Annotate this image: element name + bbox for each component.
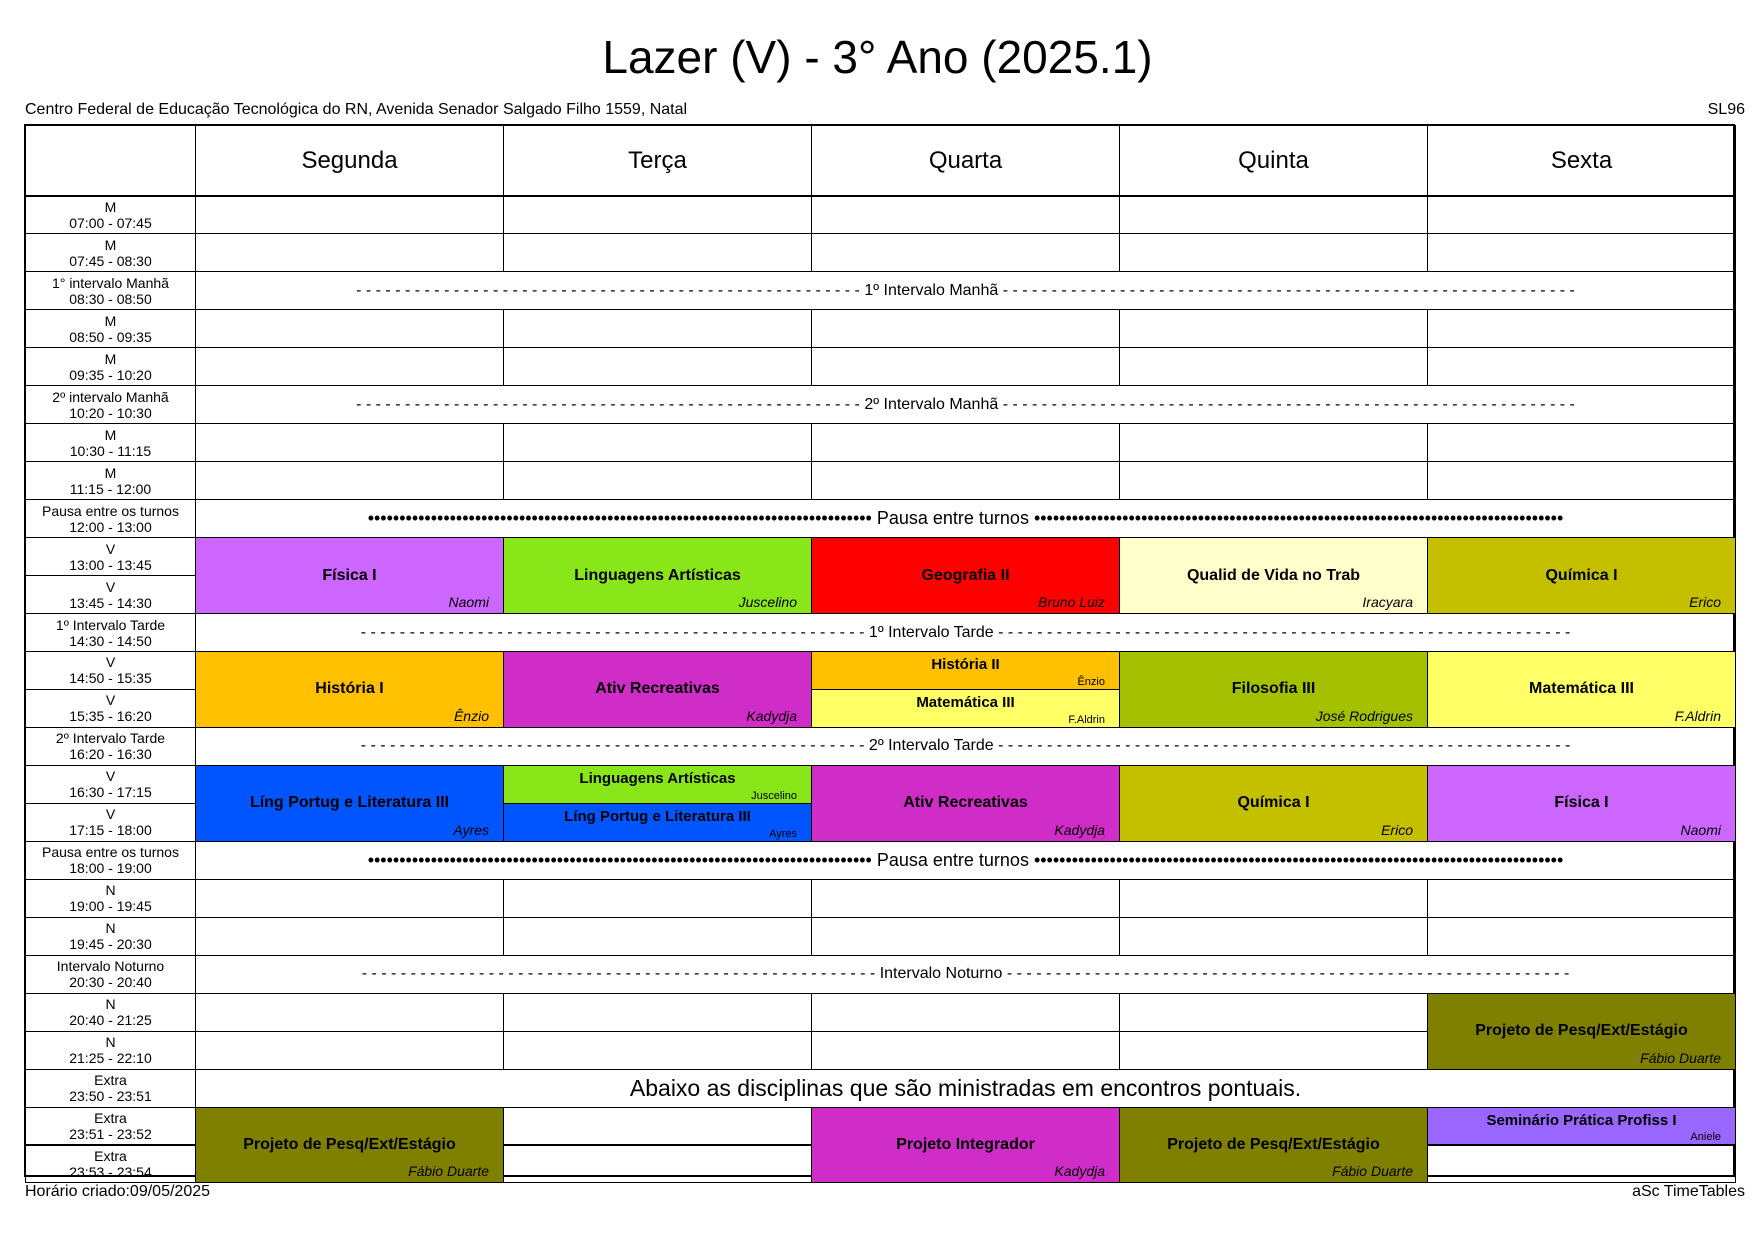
lesson-teacher: Ênzio bbox=[453, 707, 489, 724]
empty-slot bbox=[811, 1031, 1120, 1070]
empty-slot bbox=[1119, 879, 1428, 918]
corner-cell bbox=[25, 125, 196, 196]
empty-slot bbox=[195, 309, 504, 348]
empty-slot bbox=[503, 233, 812, 272]
lesson-card[interactable] bbox=[1427, 1107, 1736, 1146]
lesson-subject: Química I bbox=[1237, 794, 1310, 812]
lesson-card[interactable] bbox=[1427, 651, 1736, 728]
empty-slot bbox=[1427, 309, 1736, 348]
lesson-subject: Filosofia III bbox=[1231, 680, 1316, 698]
period-time: 10:20 - 10:30 bbox=[69, 404, 152, 421]
lesson-card[interactable] bbox=[1427, 993, 1736, 1070]
lesson-teacher: F.Aldrin bbox=[1674, 707, 1721, 724]
day-header-0: Segunda bbox=[195, 125, 504, 196]
break-band: - - - - - - - - - - - - - - - - - - - - - - - - - - - - - - - - - - - - - - - - - - - - - - - - - - - - - Intervalo Noturno - - - - - - - - - - - - - - - - - - - - - - - - - - - - - - - - - - - - - - - - - - - - - - - - - - - - - - - - - - bbox=[195, 955, 1736, 994]
period-time: 18:00 - 19:00 bbox=[69, 860, 152, 877]
period-label: Pausa entre os turnos bbox=[42, 502, 179, 519]
period-label: Pausa entre os turnos bbox=[42, 844, 179, 861]
period-time: 12:00 - 13:00 bbox=[69, 518, 152, 535]
empty-slot bbox=[1119, 1031, 1428, 1070]
lesson-subject: Líng Portug e Literatura III bbox=[564, 807, 751, 825]
empty-slot bbox=[195, 1031, 504, 1070]
period-time: 14:50 - 15:35 bbox=[69, 670, 152, 687]
lesson-subject: Seminário Prática Profiss I bbox=[1486, 1111, 1677, 1129]
lesson-teacher: Ayres bbox=[453, 821, 489, 838]
period-row-22 bbox=[25, 1031, 196, 1070]
lesson-card[interactable] bbox=[1119, 765, 1428, 842]
lesson-card[interactable] bbox=[1119, 537, 1428, 614]
lesson-subject: Ativ Recreativas bbox=[595, 680, 720, 698]
day-header-3: Quinta bbox=[1119, 125, 1428, 196]
period-row-15 bbox=[25, 765, 196, 804]
empty-slot bbox=[811, 993, 1120, 1032]
empty-slot bbox=[195, 347, 504, 386]
period-time: 07:45 - 08:30 bbox=[69, 252, 152, 269]
period-row-19 bbox=[25, 917, 196, 956]
period-time: 21:25 - 22:10 bbox=[69, 1050, 152, 1067]
period-label: M bbox=[104, 312, 117, 329]
period-row-4 bbox=[25, 347, 196, 386]
lesson-subject: História II bbox=[931, 656, 1000, 674]
empty-slot bbox=[1427, 461, 1736, 500]
day-header-4: Sexta bbox=[1427, 125, 1736, 196]
period-label: V bbox=[105, 578, 116, 595]
period-row-18 bbox=[25, 879, 196, 918]
empty-slot bbox=[811, 879, 1120, 918]
period-label: N bbox=[105, 996, 116, 1013]
empty-slot bbox=[811, 423, 1120, 462]
break-band: - - - - - - - - - - - - - - - - - - - - - - - - - - - - - - - - - - - - - - - - - - - - - - - - - - - - 2º Intervalo Manhã - - - - - - - - - - - - - - - - - - - - - - - - - - - - - - - - - - - - - - - - - - - - - - - - - - - - - - - - - - - bbox=[195, 385, 1736, 424]
lesson-teacher: Juscelino bbox=[751, 789, 797, 802]
break-band: - - - - - - - - - - - - - - - - - - - - - - - - - - - - - - - - - - - - - - - - - - - - - - - - - - - - 1º Intervalo Manhã - - - - - - - - - - - - - - - - - - - - - - - - - - - - - - - - - - - - - - - - - - - - - - - - - - - - - - - - - - - bbox=[195, 271, 1736, 310]
period-label: V bbox=[105, 692, 116, 709]
empty-slot bbox=[1119, 461, 1428, 500]
empty-slot bbox=[195, 993, 504, 1032]
period-time: 17:15 - 18:00 bbox=[69, 822, 152, 839]
period-label: V bbox=[105, 806, 116, 823]
period-row-0 bbox=[25, 196, 196, 235]
period-row-24 bbox=[25, 1107, 196, 1146]
lesson-subject: Física I bbox=[1554, 794, 1609, 812]
lesson-card[interactable] bbox=[1427, 765, 1736, 842]
lesson-subject: História I bbox=[315, 680, 384, 698]
period-time: 07:00 - 07:45 bbox=[69, 214, 152, 231]
break-band: •••••••••••••••••••••••••••••••••••••••••••••••••••••••••••••••••••••••••••••••• Pausa entre turnos •••••••••••••••••••••••••••••••••••••••••••••••••••••••••••••••••••••••••••••••••••• bbox=[195, 841, 1736, 880]
period-row-2 bbox=[25, 271, 196, 310]
timetable-grid bbox=[24, 124, 1735, 1180]
period-label: 2º intervalo Manhã bbox=[52, 388, 169, 405]
period-row-25 bbox=[25, 1145, 196, 1184]
period-label: M bbox=[104, 464, 117, 481]
lesson-subject: Projeto de Pesq/Ext/Estágio bbox=[1475, 1022, 1688, 1040]
empty-slot bbox=[811, 461, 1120, 500]
lesson-subject: Qualid de Vida no Trab bbox=[1186, 566, 1361, 584]
period-row-9 bbox=[25, 537, 196, 576]
period-label: 2º Intervalo Tarde bbox=[55, 730, 166, 747]
lesson-teacher: Bruno Luiz bbox=[1038, 594, 1105, 611]
empty-slot bbox=[1119, 993, 1428, 1032]
empty-slot bbox=[1119, 233, 1428, 272]
empty-slot bbox=[195, 461, 504, 500]
period-time: 11:15 - 12:00 bbox=[69, 480, 152, 497]
lesson-subject: Projeto de Pesq/Ext/Estágio bbox=[1167, 1135, 1380, 1153]
pontual-note: Abaixo as disciplinas que são ministradas em encontros pontuais. bbox=[195, 1069, 1736, 1108]
empty-slot bbox=[195, 233, 504, 272]
empty-slot bbox=[503, 461, 812, 500]
period-row-13 bbox=[25, 689, 196, 728]
lesson-card[interactable] bbox=[1119, 1107, 1428, 1184]
period-time: 19:45 - 20:30 bbox=[69, 936, 152, 953]
break-band: - - - - - - - - - - - - - - - - - - - - - - - - - - - - - - - - - - - - - - - - - - - - - - - - - - - - 2º Intervalo Tarde - - - - - - - - - - - - - - - - - - - - - - - - - - - - - - - - - - - - - - - - - - - - - - - - - - - - - - - - - - - bbox=[195, 727, 1736, 766]
lesson-card[interactable] bbox=[811, 1107, 1120, 1184]
lesson-teacher: Iracyara bbox=[1362, 594, 1413, 611]
period-row-17 bbox=[25, 841, 196, 880]
lesson-teacher: Ênzio bbox=[1077, 675, 1105, 688]
lesson-subject: Química I bbox=[1545, 566, 1618, 584]
lesson-subject: Projeto de Pesq/Ext/Estágio bbox=[243, 1135, 456, 1153]
lesson-card[interactable] bbox=[503, 651, 812, 728]
empty-slot bbox=[1427, 917, 1736, 956]
period-time: 08:30 - 08:50 bbox=[69, 290, 152, 307]
lesson-teacher: Kadydja bbox=[746, 707, 797, 724]
lesson-teacher: Naomi bbox=[448, 594, 489, 611]
empty-slot bbox=[1427, 879, 1736, 918]
period-row-20 bbox=[25, 955, 196, 994]
empty-slot bbox=[811, 917, 1120, 956]
empty-slot bbox=[811, 233, 1120, 272]
lesson-card[interactable] bbox=[1119, 651, 1428, 728]
room-code: SL96 bbox=[1707, 101, 1745, 118]
lesson-teacher: Erico bbox=[1381, 821, 1413, 838]
period-label: M bbox=[104, 198, 117, 215]
lesson-teacher: Kadydja bbox=[1054, 821, 1105, 838]
period-row-16 bbox=[25, 803, 196, 842]
period-time: 20:40 - 21:25 bbox=[69, 1012, 152, 1029]
period-label: N bbox=[105, 882, 116, 899]
empty-slot bbox=[503, 309, 812, 348]
period-label: M bbox=[104, 426, 117, 443]
period-time: 23:50 - 23:51 bbox=[69, 1088, 152, 1105]
period-row-11 bbox=[25, 613, 196, 652]
lesson-teacher: Fábio Duarte bbox=[1332, 1163, 1413, 1180]
lesson-card[interactable] bbox=[195, 537, 504, 614]
period-time: 19:00 - 19:45 bbox=[69, 898, 152, 915]
lesson-teacher: Fábio Duarte bbox=[408, 1163, 489, 1180]
empty-slot bbox=[503, 347, 812, 386]
break-band: •••••••••••••••••••••••••••••••••••••••••••••••••••••••••••••••••••••••••••••••• Pausa entre turnos •••••••••••••••••••••••••••••••••••••••••••••••••••••••••••••••••••••••••••••••••••• bbox=[195, 499, 1736, 538]
period-label: M bbox=[104, 236, 117, 253]
empty-slot bbox=[1119, 347, 1428, 386]
empty-slot bbox=[195, 879, 504, 918]
empty-slot bbox=[1119, 309, 1428, 348]
lesson-card[interactable] bbox=[503, 765, 812, 804]
empty-slot bbox=[195, 423, 504, 462]
period-time: 16:20 - 16:30 bbox=[69, 746, 152, 763]
lesson-subject: Matemática III bbox=[1529, 680, 1634, 698]
period-time: 10:30 - 11:15 bbox=[69, 442, 152, 459]
period-row-7 bbox=[25, 461, 196, 500]
break-band: - - - - - - - - - - - - - - - - - - - - - - - - - - - - - - - - - - - - - - - - - - - - - - - - - - - - 1º Intervalo Tarde - - - - - - - - - - - - - - - - - - - - - - - - - - - - - - - - - - - - - - - - - - - - - - - - - - - - - - - - - - - bbox=[195, 613, 1736, 652]
lesson-teacher: Erico bbox=[1689, 594, 1721, 611]
brand-label: aSc TimeTables bbox=[1632, 1183, 1745, 1200]
page-title: Lazer (V) - 3° Ano (2025.1) bbox=[602, 31, 1153, 83]
day-header-2: Quarta bbox=[811, 125, 1120, 196]
empty-slot bbox=[195, 917, 504, 956]
period-label: 1° intervalo Manhã bbox=[52, 274, 169, 291]
period-time: 16:30 - 17:15 bbox=[69, 784, 152, 801]
period-label: V bbox=[105, 768, 116, 785]
lesson-card[interactable] bbox=[811, 689, 1120, 728]
empty-slot bbox=[503, 879, 812, 918]
period-row-10 bbox=[25, 575, 196, 614]
lesson-card[interactable] bbox=[811, 765, 1120, 842]
period-row-12 bbox=[25, 651, 196, 690]
period-label: 1º Intervalo Tarde bbox=[55, 616, 166, 633]
empty-slot bbox=[1427, 423, 1736, 462]
lesson-card[interactable] bbox=[1427, 537, 1736, 614]
lesson-subject: Ativ Recreativas bbox=[903, 794, 1028, 812]
lesson-subject: Física I bbox=[322, 566, 377, 584]
period-label: Intervalo Noturno bbox=[56, 958, 165, 975]
period-row-3 bbox=[25, 309, 196, 348]
period-row-23 bbox=[25, 1069, 196, 1108]
empty-slot bbox=[503, 1031, 812, 1070]
period-label: N bbox=[105, 1034, 116, 1051]
created-date: Horário criado:09/05/2025 bbox=[25, 1183, 211, 1200]
lesson-teacher: Aniele bbox=[1690, 1131, 1721, 1144]
empty-slot bbox=[1427, 1145, 1736, 1184]
empty-slot bbox=[503, 993, 812, 1032]
empty-slot bbox=[1427, 196, 1736, 235]
period-label: Extra bbox=[94, 1147, 127, 1164]
lesson-subject: Linguagens Artísticas bbox=[574, 566, 741, 584]
empty-slot bbox=[1427, 347, 1736, 386]
empty-slot bbox=[195, 196, 504, 235]
empty-slot bbox=[811, 309, 1120, 348]
period-label: V bbox=[105, 540, 116, 557]
empty-slot bbox=[1427, 233, 1736, 272]
period-time: 08:50 - 09:35 bbox=[69, 328, 152, 345]
lesson-card[interactable] bbox=[195, 765, 504, 842]
period-row-14 bbox=[25, 727, 196, 766]
school-address: Centro Federal de Educação Tecnológica do RN, Avenida Senador Salgado Filho 1559, Natal bbox=[25, 101, 688, 118]
period-time: 15:35 - 16:20 bbox=[69, 708, 152, 725]
period-label: Extra bbox=[94, 1072, 127, 1089]
lesson-subject: Projeto Integrador bbox=[896, 1135, 1035, 1153]
empty-slot bbox=[503, 917, 812, 956]
period-row-8 bbox=[25, 499, 196, 538]
empty-slot bbox=[503, 1107, 812, 1146]
lesson-teacher: José Rodrigues bbox=[1315, 707, 1413, 724]
lesson-teacher: F.Aldrin bbox=[1068, 713, 1105, 726]
period-row-6 bbox=[25, 423, 196, 462]
empty-slot bbox=[503, 423, 812, 462]
day-header-1: Terça bbox=[503, 125, 812, 196]
lesson-teacher: Juscelino bbox=[738, 594, 797, 611]
lesson-card[interactable] bbox=[811, 537, 1120, 614]
period-time: 14:30 - 14:50 bbox=[69, 632, 152, 649]
lesson-subject: Líng Portug e Literatura III bbox=[249, 794, 450, 812]
lesson-subject: Matemática III bbox=[916, 693, 1015, 711]
period-time: 13:00 - 13:45 bbox=[69, 556, 152, 573]
lesson-card[interactable] bbox=[195, 1107, 504, 1184]
lesson-card[interactable] bbox=[811, 651, 1120, 690]
period-time: 23:51 - 23:52 bbox=[69, 1126, 152, 1142]
period-label: V bbox=[105, 654, 116, 671]
empty-slot bbox=[811, 347, 1120, 386]
period-row-21 bbox=[25, 993, 196, 1032]
empty-slot bbox=[503, 196, 812, 235]
period-label: M bbox=[104, 350, 117, 367]
lesson-card[interactable] bbox=[503, 803, 812, 842]
lesson-subject: Linguagens Artísticas bbox=[579, 769, 736, 787]
lesson-teacher: Fábio Duarte bbox=[1640, 1049, 1721, 1066]
lesson-teacher: Ayres bbox=[769, 827, 797, 840]
period-time: 20:30 - 20:40 bbox=[69, 974, 152, 991]
empty-slot bbox=[1119, 917, 1428, 956]
period-time: 09:35 - 10:20 bbox=[69, 366, 152, 383]
lesson-card[interactable] bbox=[195, 651, 504, 728]
period-time: 23:53 - 23:54 bbox=[69, 1163, 152, 1180]
empty-slot bbox=[811, 196, 1120, 235]
period-row-5 bbox=[25, 385, 196, 424]
empty-slot bbox=[1119, 423, 1428, 462]
period-label: N bbox=[105, 920, 116, 937]
period-row-1 bbox=[25, 233, 196, 272]
period-label: Extra bbox=[94, 1110, 127, 1126]
lesson-teacher: Naomi bbox=[1680, 821, 1721, 838]
empty-slot bbox=[503, 1145, 812, 1184]
period-time: 13:45 - 14:30 bbox=[69, 594, 152, 611]
lesson-teacher: Kadydja bbox=[1054, 1163, 1105, 1180]
lesson-card[interactable] bbox=[503, 537, 812, 614]
lesson-subject: Geografia II bbox=[921, 566, 1010, 584]
empty-slot bbox=[1119, 196, 1428, 235]
